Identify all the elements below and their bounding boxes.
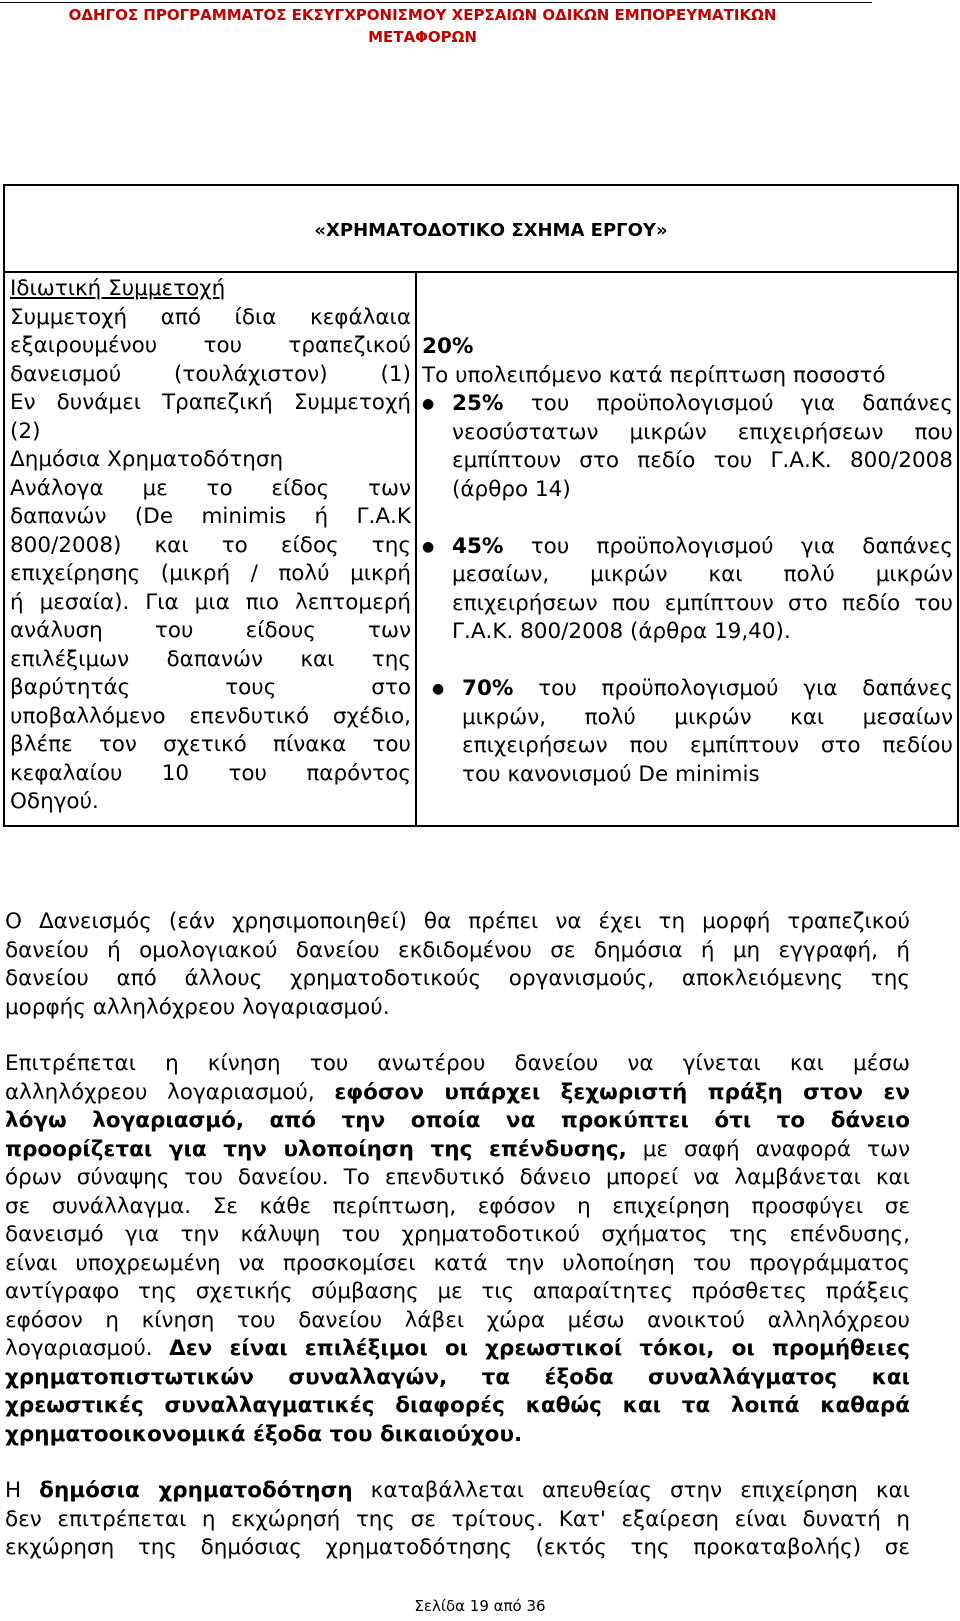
- public-funding-line: Ανάλογα με το είδος των: [10, 475, 411, 501]
- public-funding-line: Οδηγού.: [10, 789, 99, 814]
- financing-table: [3, 184, 959, 827]
- bullet-line: εμπίπτουν στο πεδίο του Γ.Α.Κ. 800/2008: [452, 448, 953, 473]
- page-number: Σελίδα 19 από 36: [414, 1597, 546, 1615]
- own-funds-line: δανεισμού (τουλάχιστον) (1): [10, 361, 411, 387]
- paragraph-bold-text: Δεν είναι επιλέξιμοι οι χρεωστικοί τόκοι, οι προμήθειες: [169, 1336, 910, 1361]
- header-line-2: ΜΕΤΑΦΟΡΩΝ: [368, 28, 477, 46]
- own-funds-line: Συμμετοχή από ίδια κεφάλαια: [10, 304, 411, 330]
- paragraph-bold-text: προορίζεται για την υλοποίηση της επένδυσης,: [5, 1136, 627, 1162]
- paragraph-bold-line: χρηματοπιστωτικών συναλλαγών, τα έξοδα συναλλάγματος και: [5, 1364, 910, 1390]
- public-funding-heading: Δημόσια Χρηματοδότηση: [10, 447, 284, 472]
- bank-remaining-text: Το υπολειπόμενο κατά περίπτωση ποσοστό: [422, 362, 886, 388]
- paragraph-line: δανείου ή ομολογιακού δανείου εκδιδομένου σε δημόσια ή μη εγγραφή, ή: [5, 937, 910, 963]
- public-funding-line: επιχείρησης (μικρή / πολύ μικρή: [10, 561, 411, 586]
- own-funds-percentage: 20%: [422, 334, 474, 359]
- paragraph-line: δανεισμό για την κάλυψη του χρηματοδοτικού σχήματος της επένδυσης,: [5, 1222, 910, 1247]
- own-funds-line: εξαιρουμένου του τραπεζικού: [10, 333, 411, 358]
- paragraph-bold-text: δημόσια χρηματοδότηση: [39, 1478, 353, 1503]
- paragraph-bold-text: εφόσον υπάρχει ξεχωριστή πράξη στον εν: [334, 1079, 910, 1105]
- bullet-line: (άρθρο 14): [452, 476, 571, 502]
- paragraph-line: όρων σύναψης του δανείου. Το επενδυτικό δάνειο μπορεί να λαμβάνεται και: [5, 1165, 910, 1190]
- public-funding-line: επιλέξιμων δαπανών και της: [10, 646, 411, 672]
- header-rule: [0, 2, 872, 3]
- bank-participation-line: (2): [10, 418, 41, 444]
- paragraph-line: δανείου από άλλους χρηματοδοτικούς οργανισμούς, αποκλειόμενης της: [5, 966, 910, 991]
- bullet-item: [422, 390, 957, 504]
- table-title-text: «ΧΡΗΜΑΤΟΔΟΤΙΚΟ ΣΧΗΜΑ ΕΡΓΟΥ»: [314, 220, 668, 241]
- paragraph-line: εφόσον η κίνηση του δανείου λάβει χώρα μέσω ανοικτού αλληλόχρεου: [5, 1307, 910, 1333]
- paragraph-text: αλληλόχρεου λογαριασμού,: [5, 1079, 335, 1105]
- paragraph-text: με σαφή αναφορά των: [626, 1136, 910, 1162]
- bullet-icon: ●: [422, 396, 435, 412]
- bullet-percentage: 70%: [462, 676, 514, 701]
- public-funding-line: ή μεσαία). Για μια πιο λεπτομερή: [10, 589, 411, 615]
- bullet-line: του προϋπολογισμού για δαπάνες: [538, 676, 953, 701]
- private-participation-heading: Ιδιωτική Συμμετοχή: [10, 276, 226, 301]
- bullet-line: νεοσύστατων μικρών επιχειρήσεων που: [452, 419, 953, 445]
- bullet-item: [422, 675, 957, 789]
- paragraph-text: λογαριασμού.: [5, 1336, 170, 1361]
- bullet-line: Γ.Α.Κ. 800/2008 (άρθρα 19,40).: [452, 619, 791, 644]
- public-funding-paragraph: [5, 1477, 910, 1563]
- loan-movement-paragraph: [5, 1050, 910, 1449]
- bullet-line: του προϋπολογισμού για δαπάνες: [530, 391, 953, 416]
- paragraph-line: σε συνάλλαγμα. Σε κάθε περίπτωση, εφόσον η επιχείρηση προσφύγει σε: [5, 1193, 910, 1219]
- paragraph-line: Επιτρέπεται η κίνηση του ανωτέρου δανείου να γίνεται και μέσω: [5, 1051, 910, 1076]
- bullet-percentage: 25%: [452, 391, 504, 416]
- table-right-column: [417, 273, 957, 825]
- table-title: [5, 186, 957, 273]
- bullet-line: του προϋπολογισμού για δαπάνες: [530, 533, 953, 559]
- public-funding-line: βαρύτητάς τους στο: [10, 675, 411, 700]
- paragraph-bold-line: χρηματοοικονομικά έξοδα του δικαιούχου.: [5, 1421, 523, 1447]
- table-left-column: [5, 273, 417, 825]
- paragraph-line: εκχώρηση της δημόσιας χρηματοδότησης (εκτός της προκαταβολής) σε: [5, 1535, 910, 1560]
- paragraph-line: μορφής αλληλόχρεου λογαριασμού.: [5, 994, 390, 1020]
- bullet-icon: ●: [432, 681, 445, 697]
- public-funding-line: 800/2008) και το είδος της: [10, 532, 411, 558]
- public-funding-line: κεφαλαίου 10 του παρόντος: [10, 760, 411, 786]
- paragraph-bold-line: λόγω λογαριασμό, από την οποία να προκύπτει ότι το δάνειο: [5, 1108, 910, 1133]
- paragraph-line: είναι υποχρεωμένη να προσκομίσει κατά την υλοποίηση του προγράμματος: [5, 1250, 910, 1276]
- loan-form-paragraph: [5, 908, 910, 1022]
- bullet-item: [422, 533, 957, 647]
- paragraph-text: καταβάλλεται απευθείας στην επιχείρηση και: [352, 1478, 910, 1503]
- paragraph-bold-line: χρεωστικές συναλλαγματικές διαφορές καθώς και τα λοιπά καθαρά: [5, 1393, 910, 1418]
- paragraph-text: Η: [5, 1478, 40, 1503]
- bullet-line: μεσαίων, μικρών και πολύ μικρών: [452, 562, 953, 587]
- paragraph-line: Ο Δανεισμός (εάν χρησιμοποιηθεί) θα πρέπει να έχει τη μορφή τραπεζικού: [5, 909, 910, 934]
- bullet-line: επιχειρήσεων που εμπίπτουν στο πεδίου: [462, 733, 953, 758]
- bullet-line: επιχειρήσεων που εμπίπτουν στο πεδίο του: [452, 590, 953, 616]
- bullet-line: μικρών, πολύ μικρών και μεσαίων: [462, 704, 953, 730]
- public-funding-line: ανάλυση του είδους των: [10, 618, 411, 643]
- public-funding-line: υποβαλλόμενο επενδυτικό σχέδιο,: [10, 703, 411, 729]
- table-row: [5, 273, 957, 825]
- bullet-line: του κανονισμού De minimis: [462, 761, 760, 787]
- paragraph-line: αντίγραφο της σχετικής σύμβασης με τις απαραίτητες πρόσθετες πράξεις: [5, 1279, 910, 1304]
- document-header: [0, 4, 845, 48]
- bank-participation-line: Εν δυνάμει Τραπεζική Συμμετοχή: [10, 390, 411, 415]
- public-funding-line: δαπανών (De minimis ή Γ.Α.Κ: [10, 504, 411, 529]
- bullet-icon: ●: [422, 538, 435, 555]
- paragraph-line: δεν επιτρέπεται η εκχώρησή της σε τρίτους. Κατ' εξαίρεση είναι δυνατή η: [5, 1506, 910, 1532]
- header-line-1: ΟΔΗΓΟΣ ΠΡΟΓΡΑΜΜΑΤΟΣ ΕΚΣΥΓΧΡΟΝΙΣΜΟΥ ΧΕΡΣΑΙΩΝ ΟΔΙΚΩΝ ΕΜΠΟΡΕΥΜΑΤΙΚΩΝ: [68, 6, 777, 24]
- bullet-percentage: 45%: [452, 533, 504, 559]
- public-funding-line: βλέπε τον σχετικό πίνακα του: [10, 732, 411, 757]
